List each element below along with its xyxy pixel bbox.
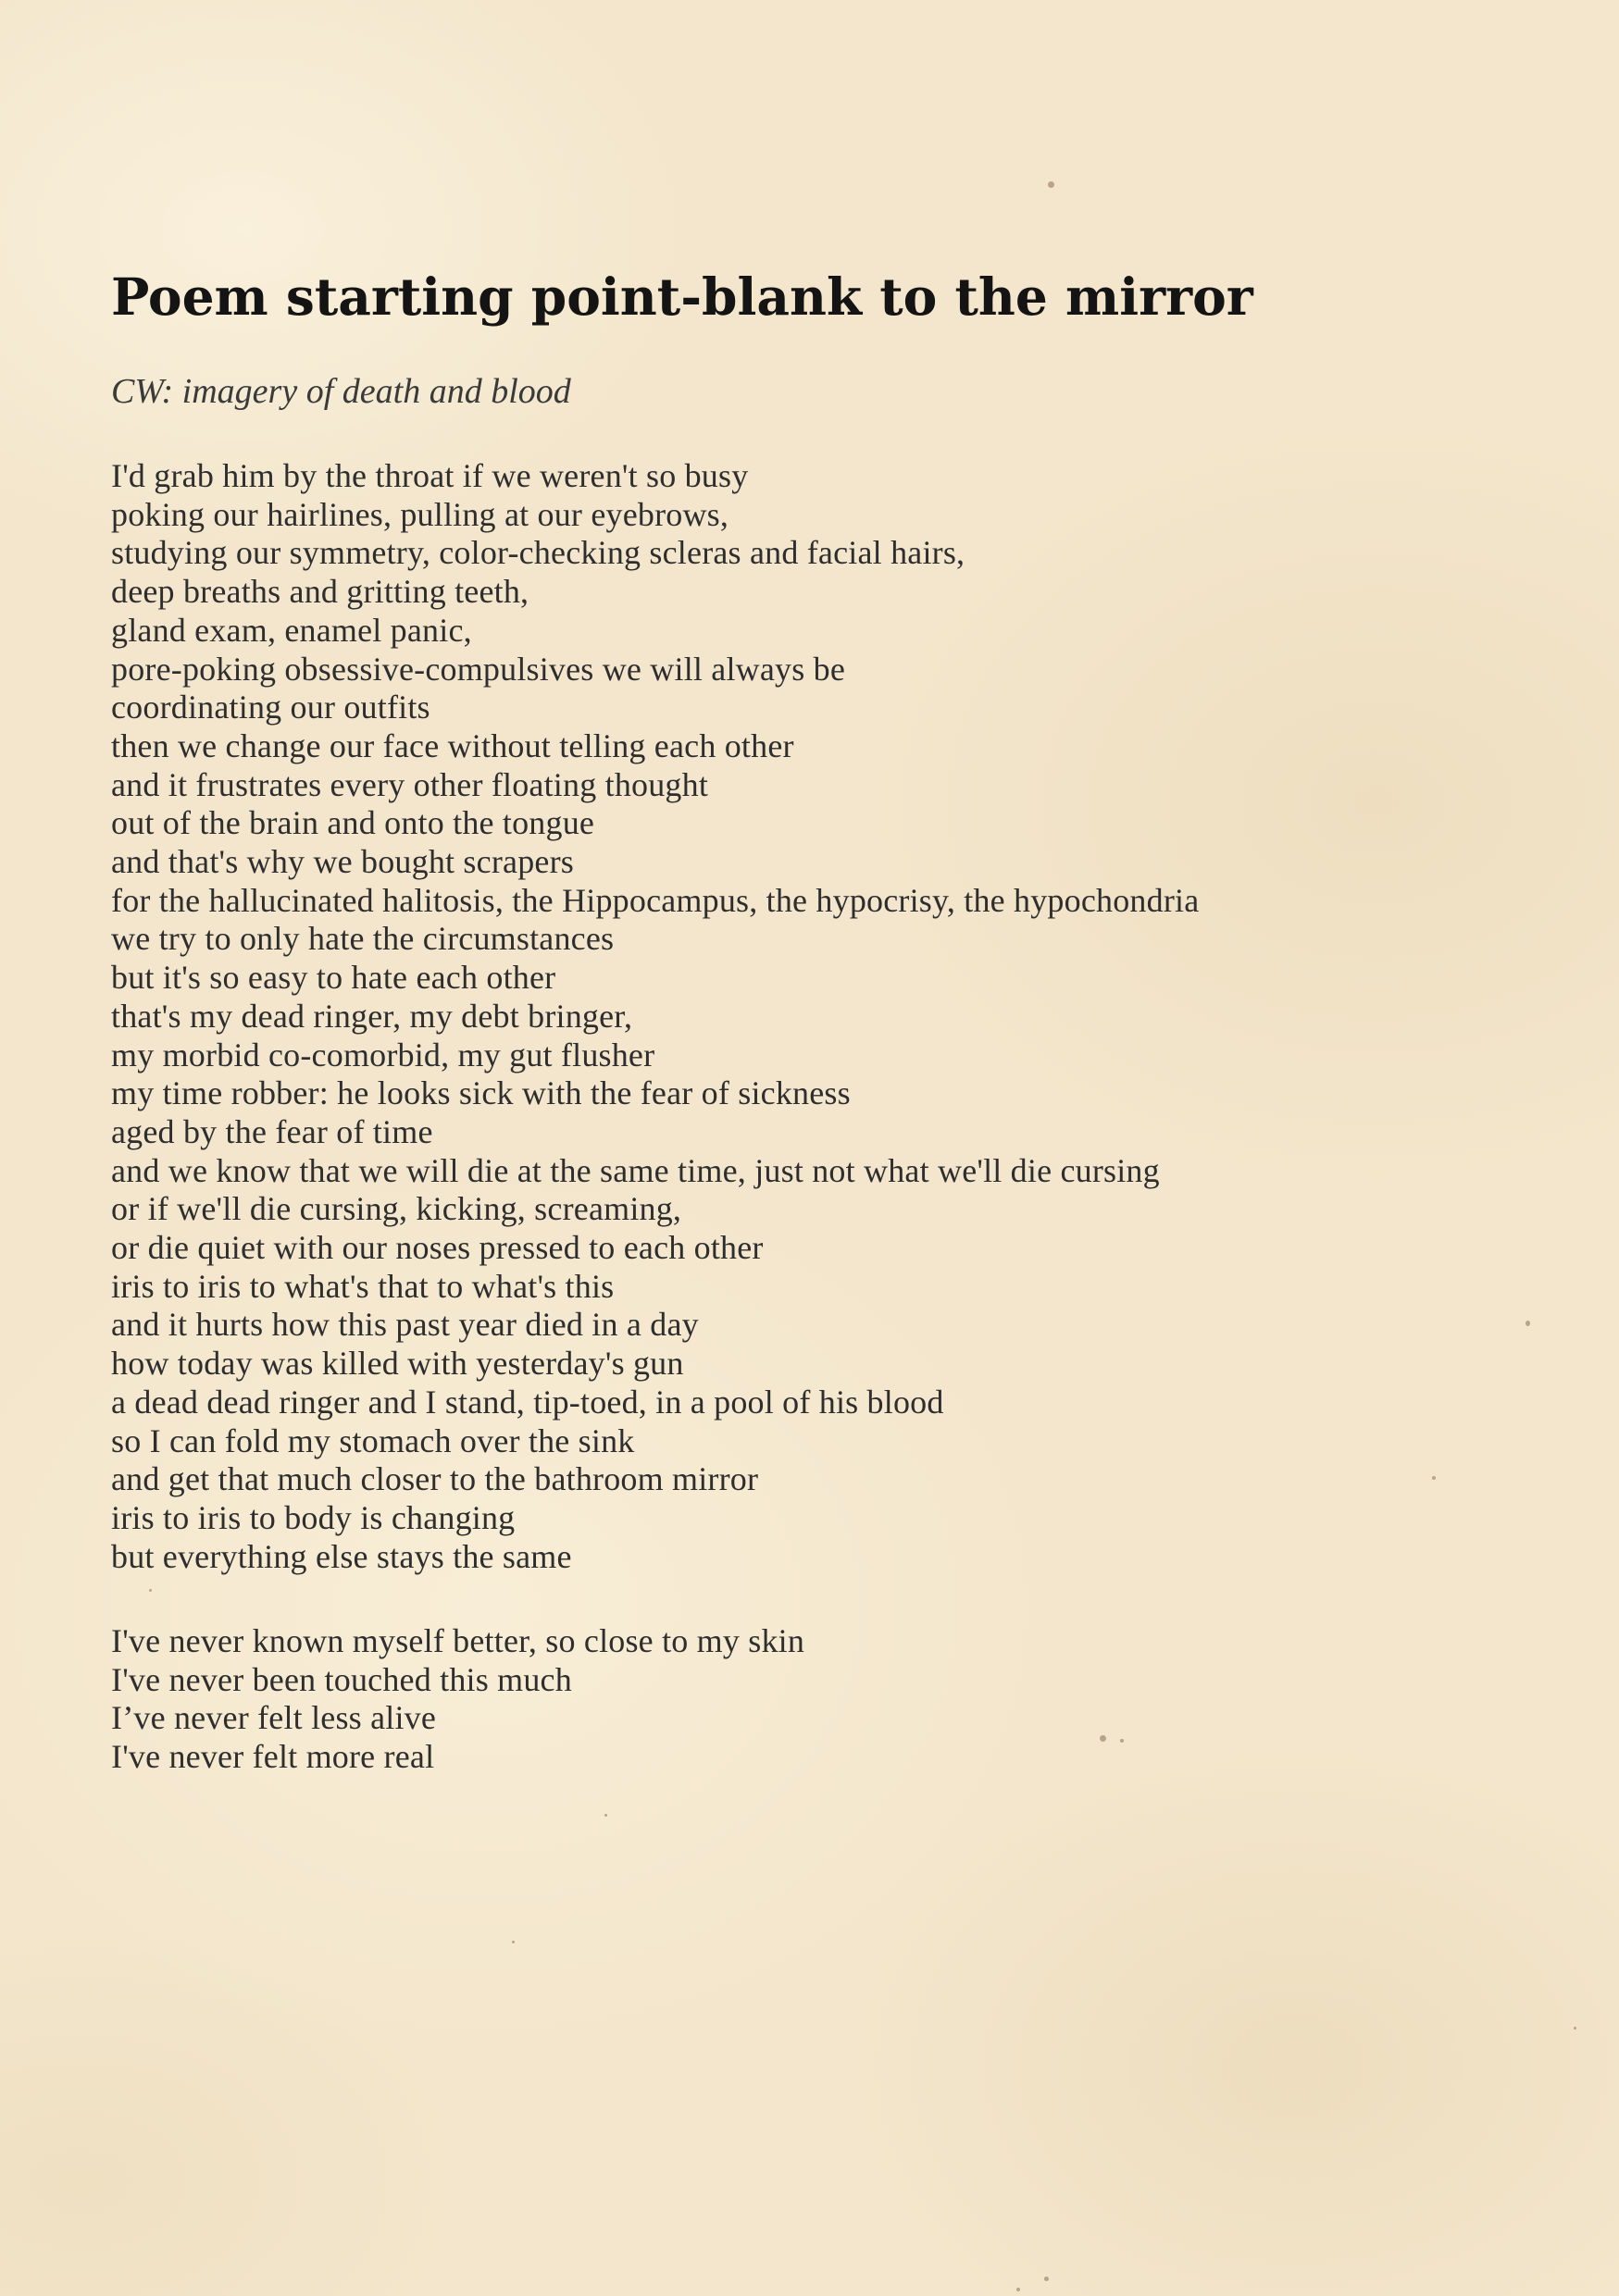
paper-speck bbox=[1016, 2288, 1020, 2291]
poem-line: iris to iris to what's that to what's this bbox=[111, 1267, 615, 1305]
poem-line: and it hurts how this past year died in a day bbox=[111, 1306, 699, 1344]
paper-speck bbox=[512, 1941, 515, 1943]
poem-line: my morbid co-comorbid, my gut flusher bbox=[111, 1036, 655, 1074]
poem-line: then we change our face without telling each other bbox=[111, 726, 794, 764]
poem-line: I've never known myself better, so close to my skin bbox=[111, 1622, 805, 1659]
poem-line: but everything else stays the same bbox=[111, 1537, 572, 1575]
poem-line: deep breaths and gritting teeth, bbox=[111, 573, 529, 611]
content-warning: CW: imagery of death and blood bbox=[111, 372, 571, 411]
poem-line: studying our symmetry, color-checking scleras and facial hairs, bbox=[111, 534, 965, 572]
poem-line: or die quiet with our noses pressed to each other bbox=[111, 1229, 764, 1267]
poem-line: I've never felt more real bbox=[111, 1738, 435, 1776]
poem-line: I've never been touched this much bbox=[111, 1660, 572, 1698]
paper-speck bbox=[1120, 1739, 1124, 1743]
poem-line: poking our hairlines, pulling at our eyebrows, bbox=[111, 495, 729, 533]
stanza-1 bbox=[111, 457, 1199, 1576]
paper-speck bbox=[604, 1814, 607, 1817]
poem-line: and that's why we bought scrapers bbox=[111, 843, 574, 881]
poem-line: and get that much closer to the bathroom mirror bbox=[111, 1460, 759, 1498]
poem-line: iris to iris to body is changing bbox=[111, 1498, 516, 1536]
poem-line: aged by the fear of time bbox=[111, 1112, 433, 1150]
paper-speck bbox=[1100, 1735, 1106, 1742]
poem-title: Poem starting point-blank to the mirror bbox=[111, 267, 1253, 327]
poem-line: I'd grab him by the throat if we weren't so busy bbox=[111, 457, 749, 494]
poem-line: for the hallucinated halitosis, the Hippocampus, the hypocrisy, the hypochondria bbox=[111, 881, 1200, 919]
poem-line: gland exam, enamel panic, bbox=[111, 611, 472, 649]
paper-speck bbox=[1432, 1476, 1436, 1480]
poem-line: that's my dead ringer, my debt bringer, bbox=[111, 997, 633, 1035]
paper-speck bbox=[149, 1589, 152, 1592]
stanza-2 bbox=[111, 1622, 804, 1777]
poem-line: coordinating our outfits bbox=[111, 689, 430, 726]
poem-line: pore-poking obsessive-compulsives we will always be bbox=[111, 650, 846, 688]
poem-line: or if we'll die cursing, kicking, screaming, bbox=[111, 1190, 682, 1228]
poem-line: and it frustrates every other floating thought bbox=[111, 765, 709, 803]
poem-line: so I can fold my stomach over the sink bbox=[111, 1421, 635, 1459]
poem-line: but it's so easy to hate each other bbox=[111, 959, 556, 997]
paper-speck bbox=[1048, 181, 1054, 188]
poem-line: we try to only hate the circumstances bbox=[111, 920, 615, 958]
paper-speck bbox=[1526, 1321, 1530, 1326]
paper-speck bbox=[1574, 2027, 1576, 2029]
poem-line: and we know that we will die at the same time, just not what we'll die cursing bbox=[111, 1151, 1160, 1189]
poem-line: I’ve never felt less alive bbox=[111, 1699, 437, 1737]
poem-line: a dead dead ringer and I stand, tip-toed, in a pool of his blood bbox=[111, 1383, 944, 1421]
paper-speck bbox=[1044, 2277, 1049, 2281]
poem-line: out of the brain and onto the tongue bbox=[111, 804, 595, 842]
poem-line: my time robber: he looks sick with the fear of sickness bbox=[111, 1074, 851, 1112]
poem-line: how today was killed with yesterday's gun bbox=[111, 1345, 684, 1383]
